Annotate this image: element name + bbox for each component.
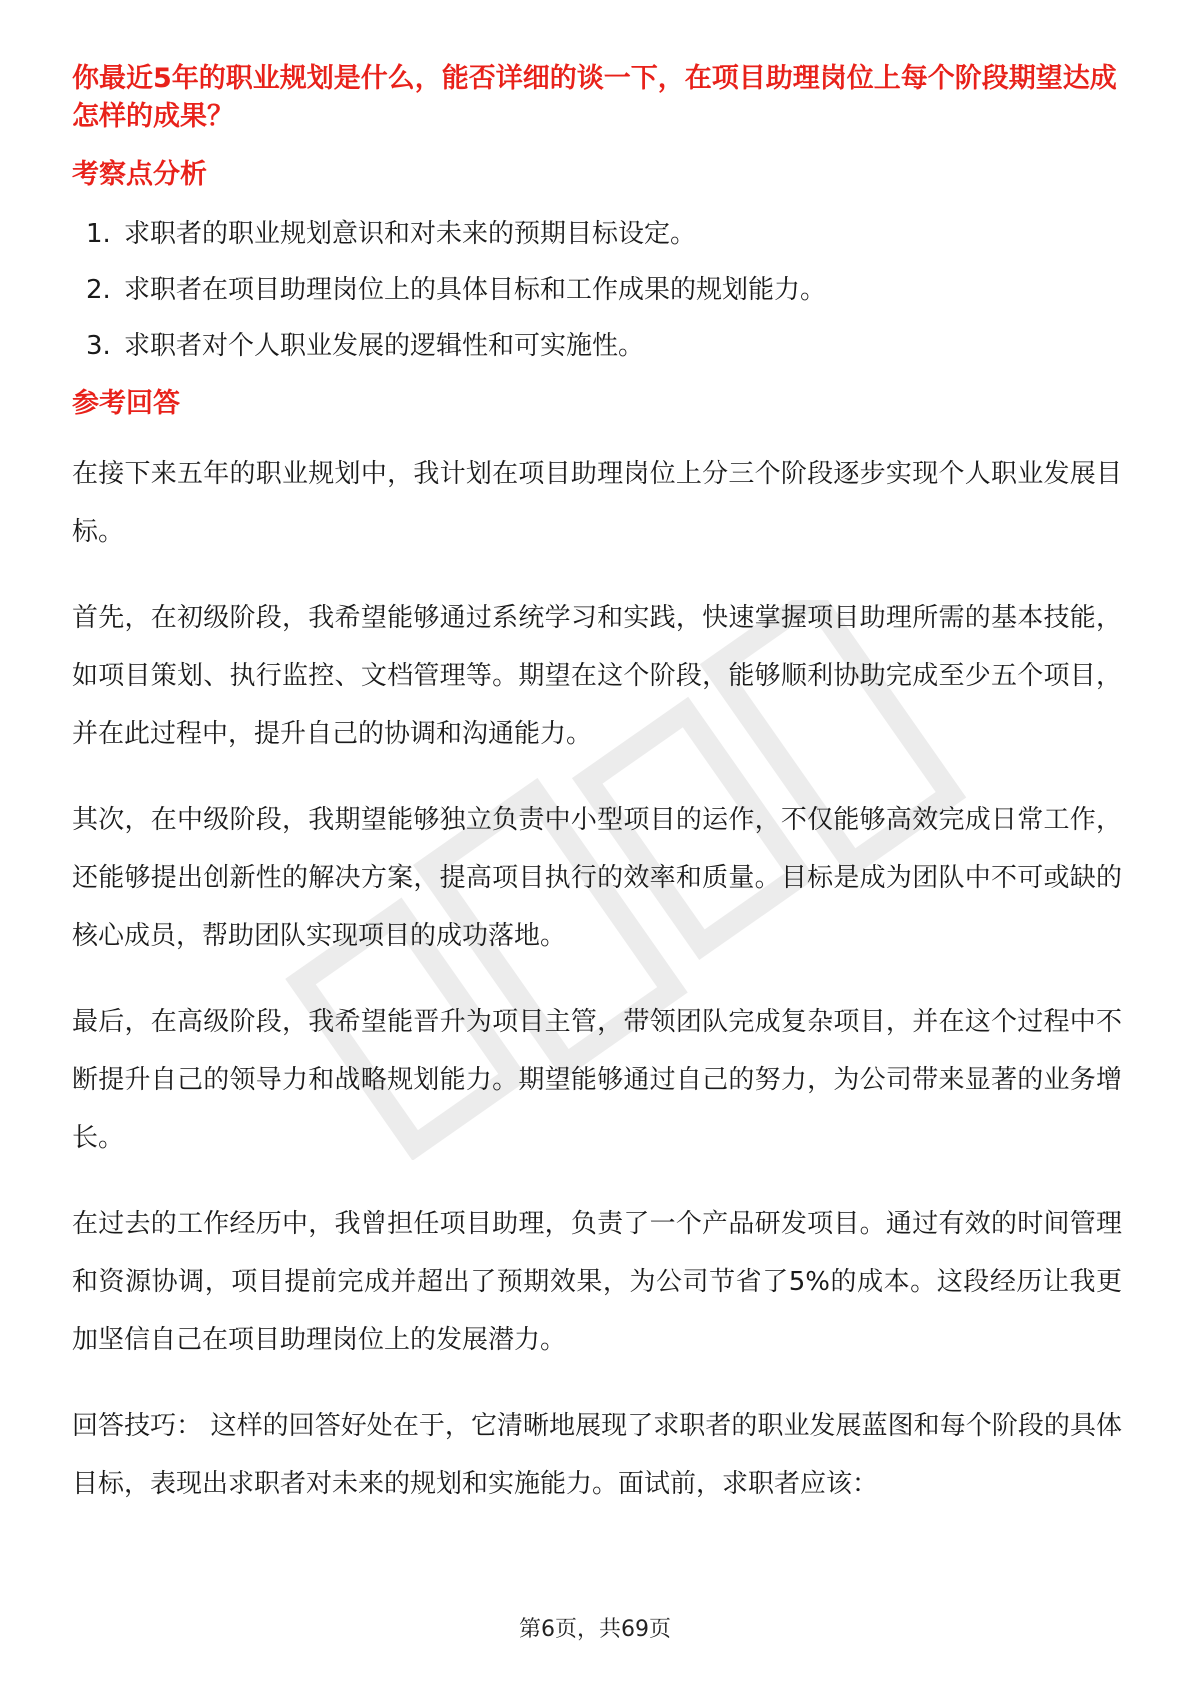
answer-paragraph: 最后，在高级阶段，我希望能晋升为项目主管，带领团队完成复杂项目，并在这个过程中不断提升自己的领导力和战略规划能力。期望能够通过自己的努力，为公司带来显著的业务增长。 — [72, 1007, 1122, 1153]
list-item-number: 1. — [86, 219, 111, 249]
list-item — [72, 273, 1122, 307]
analysis-points-list — [72, 217, 1122, 363]
analysis-section-title: 考察点分析 — [72, 159, 207, 190]
answer-section-title: 参考回答 — [72, 388, 180, 419]
answer-paragraph: 在接下来五年的职业规划中，我计划在项目助理岗位上分三个阶段逐步实现个人职业发展目标。 — [72, 459, 1122, 547]
list-item-text: 求职者在项目助理岗位上的具体目标和工作成果的规划能力。 — [124, 275, 827, 305]
list-item-number: 3. — [86, 331, 111, 361]
answer-paragraph: 首先，在初级阶段，我希望能够通过系统学习和实践，快速掌握项目助理所需的基本技能，如项目策划、执行监控、文档管理等。期望在这个阶段，能够顺利协助完成至少五个项目，并在此过程中，提升自己的协调和沟通能力。 — [72, 603, 1122, 749]
page-number-footer: 第6页，共69页 — [519, 1617, 671, 1642]
answer-paragraph: 在过去的工作经历中，我曾担任项目助理，负责了一个产品研发项目。通过有效的时间管理和资源协调，项目提前完成并超出了预期效果，为公司节省了5%的成本。这段经历让我更加坚信自己在项目助理岗位上的发展潜力。 — [72, 1209, 1122, 1355]
answer-paragraph: 其次，在中级阶段，我期望能够独立负责中小型项目的运作，不仅能够高效完成日常工作，还能够提出创新性的解决方案，提高项目执行的效率和质量。目标是成为团队中不可或缺的核心成员，帮助团队实现项目的成功落地。 — [72, 805, 1122, 951]
list-item — [72, 329, 1122, 363]
list-item-text: 求职者的职业规划意识和对未来的预期目标设定。 — [124, 219, 697, 249]
document-page — [72, 60, 1122, 1513]
list-item-text: 求职者对个人职业发展的逻辑性和可实施性。 — [124, 331, 645, 361]
list-item — [72, 217, 1122, 251]
answer-tips-paragraph: 回答技巧： 这样的回答好处在于，它清晰地展现了求职者的职业发展蓝图和每个阶段的具体目标，表现出求职者对未来的规划和实施能力。面试前，求职者应该： — [72, 1411, 1122, 1499]
question-heading: 你最近5年的职业规划是什么，能否详细的谈一下，在项目助理岗位上每个阶段期望达成怎样的成果？ — [72, 63, 1117, 132]
list-item-number: 2. — [86, 275, 111, 305]
